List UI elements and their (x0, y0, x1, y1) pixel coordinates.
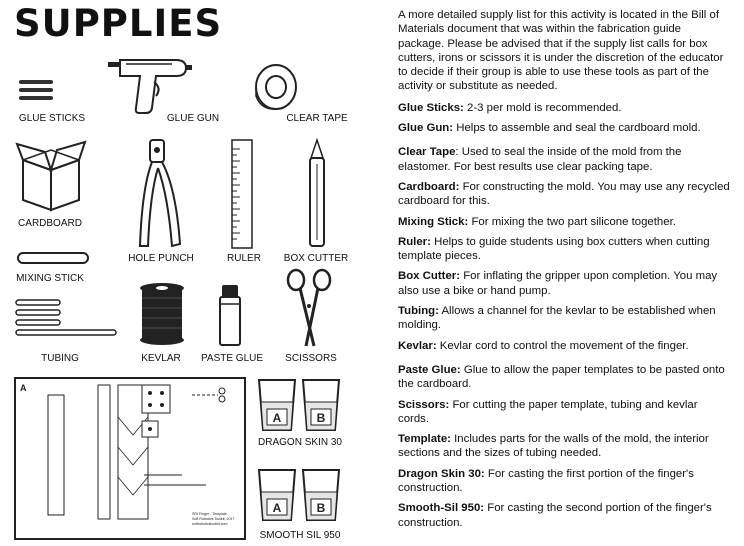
term: Scissors: (398, 398, 450, 411)
ruler-label: RULER (227, 253, 261, 264)
desc: Kevlar cord to control the movement of the finger. (439, 339, 689, 352)
cup-a-letter: A (272, 501, 282, 515)
term: Box Cutter: (398, 270, 461, 283)
desc: Helps to assemble and seal the cardboard mold. (456, 122, 701, 135)
term: Glue Sticks: (398, 101, 464, 114)
desc: Includes parts for the walls of the mold, the interior sections and the sizes of tubing needed. (398, 433, 709, 460)
term: Clear Tape (398, 146, 456, 159)
scissors-label: SCISSORS (285, 353, 337, 364)
smooth-sil-label: SMOOTH SIL 950 (259, 530, 341, 541)
desc: : Used to seal the inside of the mold from the elastomer. For best results use clear packing tape. (398, 146, 682, 173)
cup-a-letter: A (272, 411, 282, 425)
tubing-icon (14, 298, 118, 344)
mixing-stick-icon (17, 252, 89, 264)
term: Dragon Skin 30: (398, 467, 485, 480)
mixing-stick-label: MIXING STICK (16, 273, 84, 284)
entry-smooth-sil (398, 501, 730, 530)
ruler-icon (231, 139, 253, 249)
box-cutter-icon (306, 138, 328, 248)
desc: For cutting the paper template, tubing and kevlar cords. (398, 398, 698, 425)
smooth-sil-cups-icon (256, 466, 342, 522)
term: Cardboard: (398, 180, 460, 193)
term: Ruler: (398, 235, 431, 248)
template-corner-letter: A (20, 383, 27, 393)
desc: For casting the second portion of the finger's construction. (398, 502, 712, 529)
template-footer-line-1: SRI Finger - Template (192, 512, 227, 516)
supply-descriptions (398, 8, 730, 536)
entry-box-cutter (398, 269, 730, 298)
entry-tubing (398, 304, 730, 333)
entry-mixing-stick (398, 215, 730, 229)
box-cutter-label: BOX CUTTER (283, 253, 349, 264)
entry-clear-tape (398, 145, 730, 174)
cup-b-letter: B (316, 501, 326, 515)
clear-tape-label: CLEAR TAPE (286, 113, 348, 124)
desc: Allows a channel for the kevlar to be established when molding. (398, 305, 716, 332)
page-title: SUPPLIES (14, 2, 223, 45)
tubing-label: TUBING (41, 353, 79, 364)
entry-glue-sticks (398, 101, 730, 115)
intro-paragraph: A more detailed supply list for this activity is located in the Bill of Materials document that was within the fabrication guide package. Please be advised that if the supply list calls for box cutters, irons or scissors it is under the discretion of the educator to decide if their group is able to use these tools as part of the activity or substitute as needed. (398, 9, 724, 93)
desc: For casting the first portion of the finger's construction. (398, 467, 694, 495)
scissors-icon (286, 268, 332, 348)
cardboard-label: CARDBOARD (18, 218, 82, 229)
entry-dragon-skin (398, 467, 730, 496)
entry-scissors (398, 398, 730, 427)
glue-sticks-icon (18, 78, 54, 102)
template-sheet-icon (14, 377, 246, 540)
desc: Glue to allow the paper templates to be pasted onto the cardboard. (398, 363, 725, 391)
term: Paste Glue: (398, 363, 461, 376)
hole-punch-icon (136, 138, 184, 250)
term: Mixing Stick: (398, 215, 469, 228)
glue-gun-label: GLUE GUN (166, 113, 220, 124)
cardboard-box-icon (15, 134, 87, 214)
clear-tape-icon (253, 62, 299, 112)
desc: For inflating the gripper upon completion. You may also use a bike or hand pump. (398, 270, 718, 297)
glue-sticks-label: GLUE STICKS (18, 113, 86, 124)
cup-b-letter: B (316, 411, 326, 425)
kevlar-spool-icon (138, 282, 186, 348)
desc: 2-3 per mold is recommended. (467, 101, 622, 114)
desc: Helps to guide students using box cutters when cutting template pieces. (398, 235, 710, 263)
template-footer-line-3: softroboticstoolkit.com (192, 522, 228, 526)
glue-gun-icon (106, 58, 194, 116)
dragon-skin-label: DRAGON SKIN 30 (258, 437, 342, 448)
entry-template (398, 432, 730, 461)
kevlar-label: KEVLAR (141, 353, 181, 364)
entry-ruler (398, 235, 730, 264)
term: Tubing: (398, 305, 439, 318)
paste-glue-icon (218, 284, 242, 346)
term: Template: (398, 433, 451, 446)
template-footer-line-2: Soft Robotics Toolkit, 2017 (192, 517, 235, 521)
entry-kevlar (398, 339, 730, 353)
term: Kevlar: (398, 339, 437, 352)
desc: For constructing the mold. You may use any recycled cardboard for this. (398, 180, 730, 208)
entry-paste-glue (398, 363, 730, 392)
entry-glue-gun (398, 121, 730, 135)
term: Glue Gun: (398, 122, 454, 135)
term: Smooth-Sil 950: (398, 502, 485, 515)
hole-punch-label: HOLE PUNCH (128, 253, 194, 264)
desc: For mixing the two part silicone together. (471, 215, 676, 228)
paste-glue-label: PASTE GLUE (200, 353, 264, 364)
dragon-skin-cups-icon (256, 376, 342, 432)
entry-cardboard (398, 180, 730, 209)
